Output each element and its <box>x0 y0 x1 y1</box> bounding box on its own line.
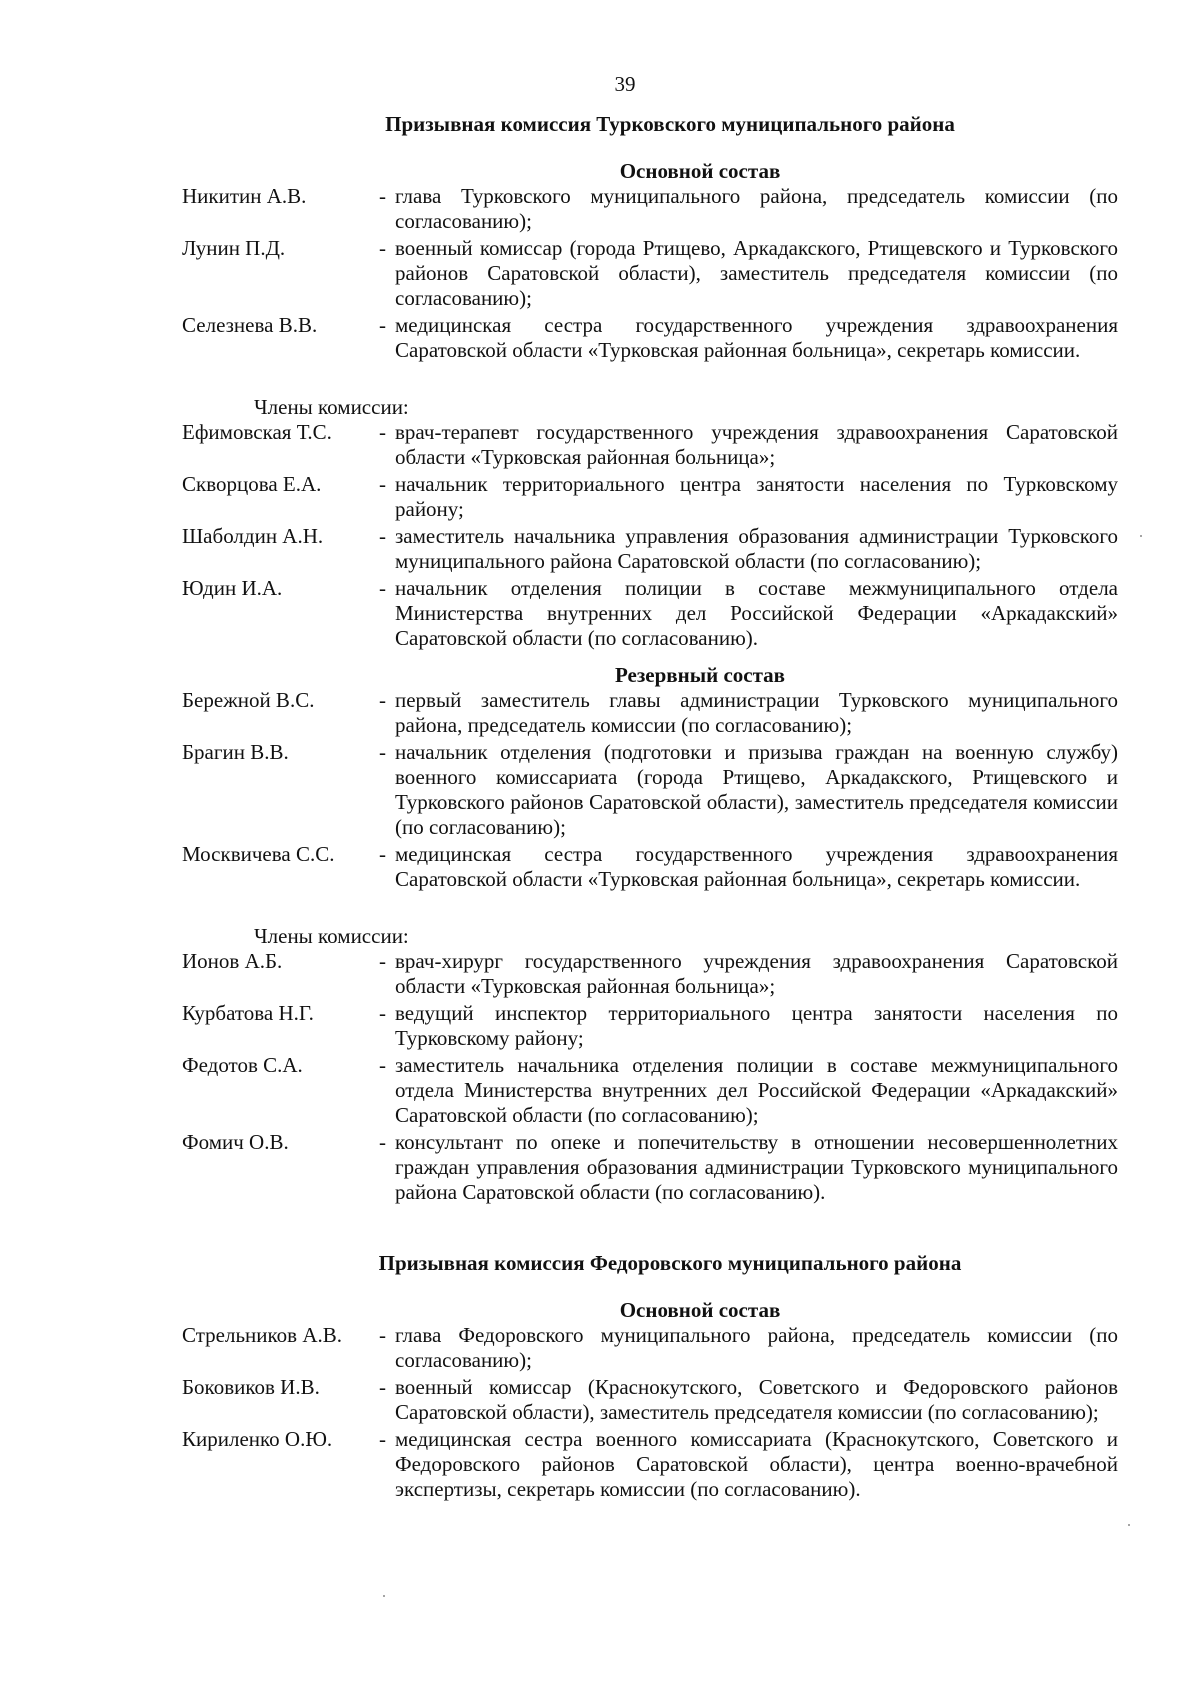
dash: - <box>379 420 386 444</box>
dash: - <box>379 688 386 712</box>
member-position: глава Турковского муниципального района, председатель комиссии (по согласованию); <box>395 184 1118 233</box>
member-name: Москвичева С.С. <box>182 842 335 866</box>
list-item <box>182 472 1118 522</box>
dash: - <box>379 1375 386 1399</box>
subtitle-main-composition: Основной состав <box>619 159 781 183</box>
member-name: Стрельников А.В. <box>182 1323 342 1347</box>
member-position: заместитель начальника отделения полиции в составе межмуниципального отдела Министерства внутренних дел Российской Федерации «Аркадакский» Саратовской области (по согласованию); <box>395 1053 1118 1127</box>
member-position: медицинская сестра государственного учреждения здравоохранения Саратовской области «Турковская районная больница», секретарь комиссии. <box>395 313 1118 362</box>
list-item <box>182 576 1118 651</box>
list-item <box>182 1375 1118 1425</box>
list-item <box>182 1130 1118 1205</box>
member-position: начальник отделения полиции в составе межмуниципального отдела Министерства внутренних дел Российской Федерации «Аркадакский» Саратовской области (по согласованию). <box>395 576 1118 650</box>
list-item <box>182 236 1118 311</box>
scan-speck <box>1140 535 1142 537</box>
dash: - <box>379 184 386 208</box>
scan-speck <box>383 1595 385 1597</box>
member-position: глава Федоровского муниципального района, председатель комиссии (по согласованию); <box>395 1323 1118 1372</box>
members-label: Члены комиссии: <box>254 395 409 419</box>
member-position: первый заместитель главы администрации Турковского муниципального района, председатель комиссии (по согласованию); <box>395 688 1118 737</box>
member-name: Бережной В.С. <box>182 688 315 712</box>
list-item <box>182 949 1118 999</box>
member-name: Лунин П.Д. <box>182 236 286 260</box>
subtitle-main-composition: Основной состав <box>619 1298 781 1322</box>
list-item <box>182 184 1118 234</box>
member-name: Скворцова Е.А. <box>182 472 322 496</box>
member-name: Шаболдин А.Н. <box>182 524 324 548</box>
section-title-turkovsky: Призывная комиссия Турковского муниципального района <box>385 112 955 136</box>
dash: - <box>379 472 386 496</box>
member-position: консультант по опеке и попечительству в отношении несовершеннолетних граждан управления образования администрации Турковского муниципального района Саратовской области (по согласованию). <box>395 1130 1118 1204</box>
member-name: Селезнева В.В. <box>182 313 318 337</box>
list-item <box>182 1323 1118 1373</box>
dash: - <box>379 842 386 866</box>
list-item <box>182 842 1118 892</box>
member-name: Федотов С.А. <box>182 1053 303 1077</box>
members-label: Члены комиссии: <box>254 924 409 948</box>
member-position: врач-хирург государственного учреждения здравоохранения Саратовской области «Турковская районная больница»; <box>395 949 1118 998</box>
dash: - <box>379 949 386 973</box>
dash: - <box>379 1427 386 1451</box>
dash: - <box>379 576 386 600</box>
page-number: 39 <box>614 72 636 96</box>
scan-speck <box>1128 1524 1130 1526</box>
list-item <box>182 524 1118 574</box>
member-position: военный комиссар (Краснокутского, Советского и Федоровского районов Саратовской области), заместитель председателя комиссии (по согласованию); <box>395 1375 1118 1424</box>
member-name: Кириленко О.Ю. <box>182 1427 333 1451</box>
section-title-fedorovsky: Призывная комиссия Федоровского муниципального района <box>378 1251 962 1275</box>
dash: - <box>379 236 386 260</box>
list-item <box>182 313 1118 363</box>
member-name: Юдин И.А. <box>182 576 283 600</box>
list-item <box>182 1001 1118 1051</box>
document-content <box>182 112 1118 1504</box>
member-position: военный комиссар (города Ртищево, Аркадакского, Ртищевского и Турковского районов Саратовской области), заместитель председателя комиссии (по согласованию); <box>395 236 1118 310</box>
list-item <box>182 688 1118 738</box>
list-item <box>182 420 1118 470</box>
dash: - <box>379 1053 386 1077</box>
member-name: Боковиков И.В. <box>182 1375 320 1399</box>
list-item <box>182 740 1118 840</box>
member-position: заместитель начальника управления образования администрации Турковского муниципального района Саратовской области (по согласованию); <box>395 524 1118 573</box>
member-position: медицинская сестра государственного учреждения здравоохранения Саратовской области «Турковская районная больница», секретарь комиссии. <box>395 842 1118 891</box>
member-position: ведущий инспектор территориального центра занятости населения по Турковскому району; <box>395 1001 1118 1050</box>
member-position: медицинская сестра военного комиссариата (Краснокутского, Советского и Федоровского районов Саратовской области), центра военно-врачебной экспертизы, секретарь комиссии (по согласованию). <box>395 1427 1118 1501</box>
list-item <box>182 1427 1118 1502</box>
member-position: начальник отделения (подготовки и призыва граждан на военную службу) военного комиссариата (города Ртищево, Аркадакского, Ртищевского и Турковского районов Саратовской области), заместитель председателя комиссии (по согласованию); <box>395 740 1118 839</box>
member-name: Фомич О.В. <box>182 1130 289 1154</box>
member-position: начальник территориального центра занятости населения по Турковскому району; <box>395 472 1118 521</box>
dash: - <box>379 1323 386 1347</box>
dash: - <box>379 740 386 764</box>
list-item <box>182 1053 1118 1128</box>
subtitle-reserve-composition: Резервный состав <box>614 663 786 687</box>
dash: - <box>379 1001 386 1025</box>
dash: - <box>379 524 386 548</box>
member-name: Курбатова Н.Г. <box>182 1001 314 1025</box>
member-position: врач-терапевт государственного учреждения здравоохранения Саратовской области «Турковская районная больница»; <box>395 420 1118 469</box>
member-name: Никитин А.В. <box>182 184 307 208</box>
member-name: Ионов А.Б. <box>182 949 283 973</box>
member-name: Ефимовская Т.С. <box>182 420 332 444</box>
dash: - <box>379 313 386 337</box>
member-name: Брагин В.В. <box>182 740 289 764</box>
dash: - <box>379 1130 386 1154</box>
